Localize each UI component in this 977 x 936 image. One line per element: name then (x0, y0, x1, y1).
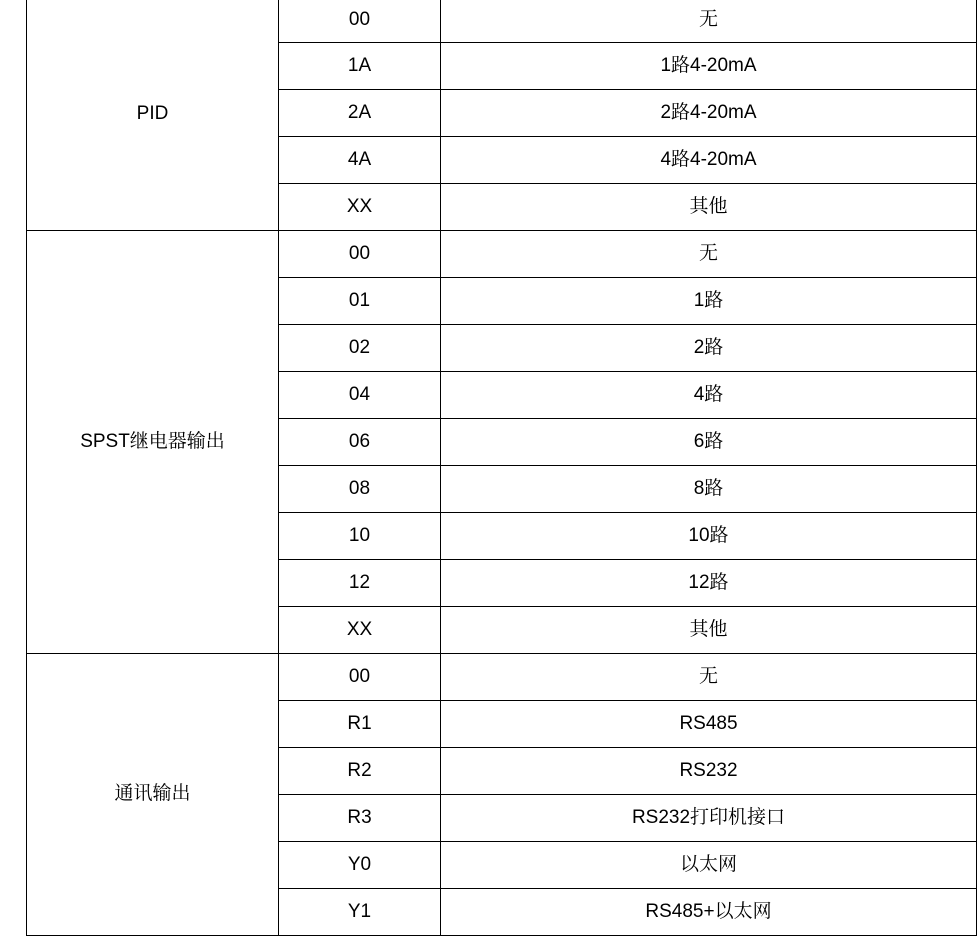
code-cell: 01 (279, 278, 441, 325)
code-cell: Y1 (279, 889, 441, 936)
description-cell: 4路4-20mA (441, 137, 977, 184)
code-cell: Y0 (279, 842, 441, 889)
code-cell: 00 (279, 231, 441, 278)
code-cell: XX (279, 607, 441, 654)
category-cell-spst-relay-output: SPST继电器输出 (27, 231, 279, 654)
description-cell: 2路4-20mA (441, 90, 977, 137)
description-cell: 无 (441, 231, 977, 278)
table-row (27, 231, 977, 278)
code-cell: 02 (279, 325, 441, 372)
description-cell: RS232打印机接口 (441, 795, 977, 842)
code-cell: 10 (279, 513, 441, 560)
table-row (27, 654, 977, 701)
description-cell: 其他 (441, 607, 977, 654)
description-cell: 10路 (441, 513, 977, 560)
code-cell: XX (279, 184, 441, 231)
code-cell: 06 (279, 419, 441, 466)
description-cell: 以太网 (441, 842, 977, 889)
code-cell: 2A (279, 90, 441, 137)
description-cell: 无 (441, 654, 977, 701)
description-cell: 8路 (441, 466, 977, 513)
code-cell: R3 (279, 795, 441, 842)
code-cell: 12 (279, 560, 441, 607)
description-cell: RS485 (441, 701, 977, 748)
category-cell-pid: PID (27, 0, 279, 231)
code-cell: R2 (279, 748, 441, 795)
table-row (27, 0, 977, 43)
description-cell: 12路 (441, 560, 977, 607)
description-cell: 1路4-20mA (441, 43, 977, 90)
description-cell: RS232 (441, 748, 977, 795)
code-cell: 08 (279, 466, 441, 513)
description-cell: 1路 (441, 278, 977, 325)
specification-table (26, 0, 977, 936)
description-cell: 2路 (441, 325, 977, 372)
code-cell: 4A (279, 137, 441, 184)
code-cell: 00 (279, 654, 441, 701)
code-cell: 00 (279, 0, 441, 43)
code-cell: 04 (279, 372, 441, 419)
description-cell: RS485+以太网 (441, 889, 977, 936)
description-cell: 无 (441, 0, 977, 43)
description-cell: 其他 (441, 184, 977, 231)
table-body (27, 0, 977, 936)
code-cell: 1A (279, 43, 441, 90)
description-cell: 6路 (441, 419, 977, 466)
description-cell: 4路 (441, 372, 977, 419)
category-cell-communication-output: 通讯输出 (27, 654, 279, 936)
code-cell: R1 (279, 701, 441, 748)
